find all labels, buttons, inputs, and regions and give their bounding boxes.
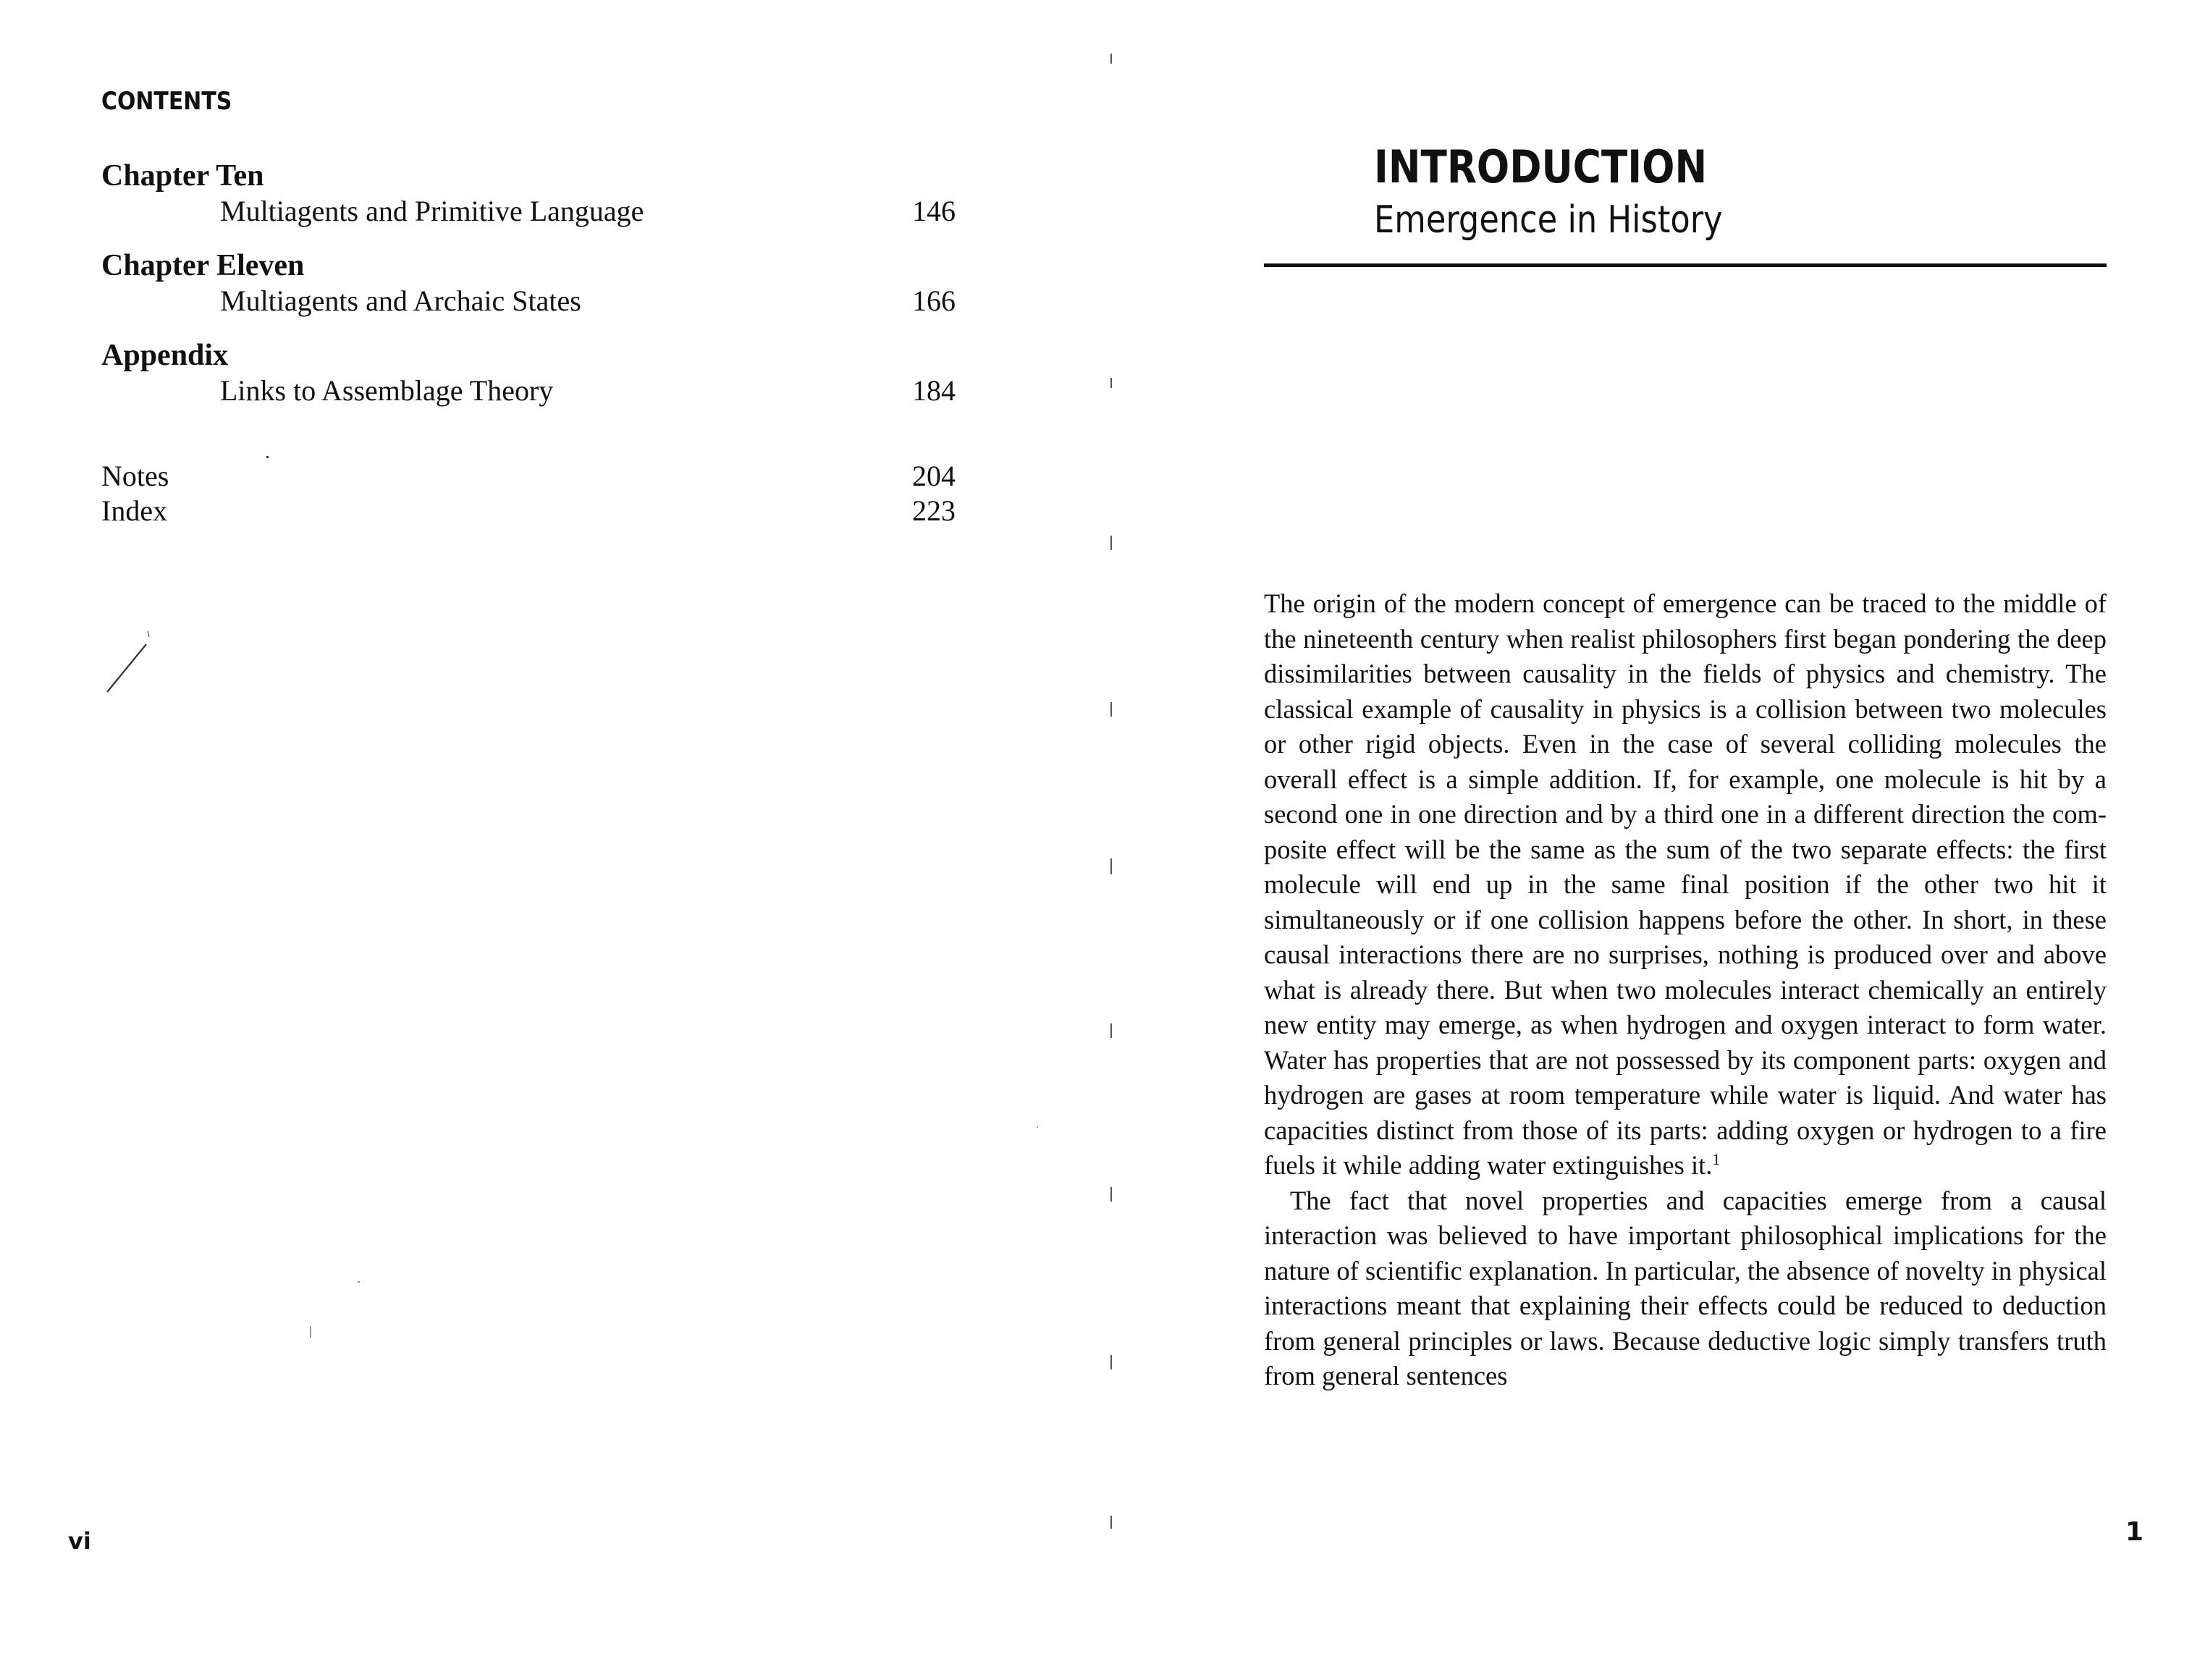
page-number-left: vi: [68, 1527, 91, 1555]
footnote-ref[interactable]: 1: [1712, 1149, 1721, 1168]
scan-speck: [358, 1281, 360, 1283]
toc-entry-notes[interactable]: [101, 459, 956, 494]
paragraph-1-text: The origin of the modern concept of emergence can be traced to the middle of the nineteenth century when realist philosophers first began pondering the deep dissimilarities between causality in the fields of physics and chemistry. The classical example of causality in physics is a collision between two molecules or other rigid objects. Even in the case of several colliding molecules the overall effect is a simple addition. If, for example, one molecule is hit by a second one in one direction and by a third one in a different direction the composite effect will be the same as the sum of the two separate effects: the first molecule will end up in the same final position if the other two hit it simultaneously or if one collision happens before the other. In short, in these causal interactions there are no surprises, nothing is produced over and above what is already there. But when two molecules interact chemically an entirely new entity may emerge, as when hydrogen and oxygen interact to form water. Water has properties that are not possessed by its component parts: oxygen and hydrogen are gases at room temperature while water is liquid. And water has capacities distinct from those of its parts: adding oxygen or hydrogen to a fire fuels it while adding water extinguishes it.: [1264, 588, 2107, 1180]
toc-entry-title: Links to Assemblage Theory: [220, 374, 554, 407]
paragraph: [1264, 586, 2107, 1183]
toc-section: [101, 158, 956, 229]
toc-entry-title: Index: [101, 494, 168, 527]
toc-entry[interactable]: [101, 284, 956, 318]
scan-speck: [310, 1326, 311, 1338]
toc-entry-page: 166: [912, 284, 956, 317]
toc-back-matter: [101, 459, 956, 528]
toc-section: [101, 337, 956, 408]
left-page: [0, 0, 1100, 1680]
chapter-label: INTRODUCTION: [1374, 140, 1708, 193]
paragraph: The fact that novel properties and capacities emerge from a causal interaction was believed to have important philosophical implications for the nature of scientific explanation. In particular, the absence of novelty in physical interactions meant that explaining their effects could be reduced to deduction from general principles or laws. Because deductive logic simply transfers truth from general sentences: [1264, 1185, 2107, 1390]
toc-entry-title: Notes: [101, 460, 169, 492]
body-text: [1264, 586, 2107, 1394]
running-head-contents: CONTENTS: [101, 87, 232, 116]
toc-entry-title: Multiagents and Archaic States: [220, 284, 581, 317]
toc-section: [101, 248, 956, 318]
table-of-contents: [101, 158, 956, 528]
toc-heading: Chapter Ten: [101, 159, 264, 193]
toc-entry-page: 204: [912, 460, 956, 492]
toc-heading: Appendix: [101, 339, 229, 372]
toc-entry[interactable]: [101, 194, 956, 229]
toc-entry-page: 223: [912, 494, 956, 527]
chapter-title: Emergence in History: [1374, 198, 1723, 242]
toc-heading: Chapter Eleven: [101, 249, 305, 282]
toc-entry-page: 146: [912, 195, 956, 227]
toc-entry-title: Multiagents and Primitive Language: [220, 195, 644, 227]
toc-entry-page: 184: [912, 374, 956, 407]
chapter-rule: [1264, 263, 2107, 267]
toc-entry[interactable]: [101, 373, 956, 408]
scan-speck: [1037, 1126, 1038, 1128]
pencil-mark-icon: [101, 628, 152, 695]
right-page: [1100, 0, 2205, 1680]
scan-speck: [266, 456, 269, 458]
page-number-right: 1: [2125, 1517, 2144, 1547]
toc-entry-index[interactable]: [101, 494, 956, 528]
